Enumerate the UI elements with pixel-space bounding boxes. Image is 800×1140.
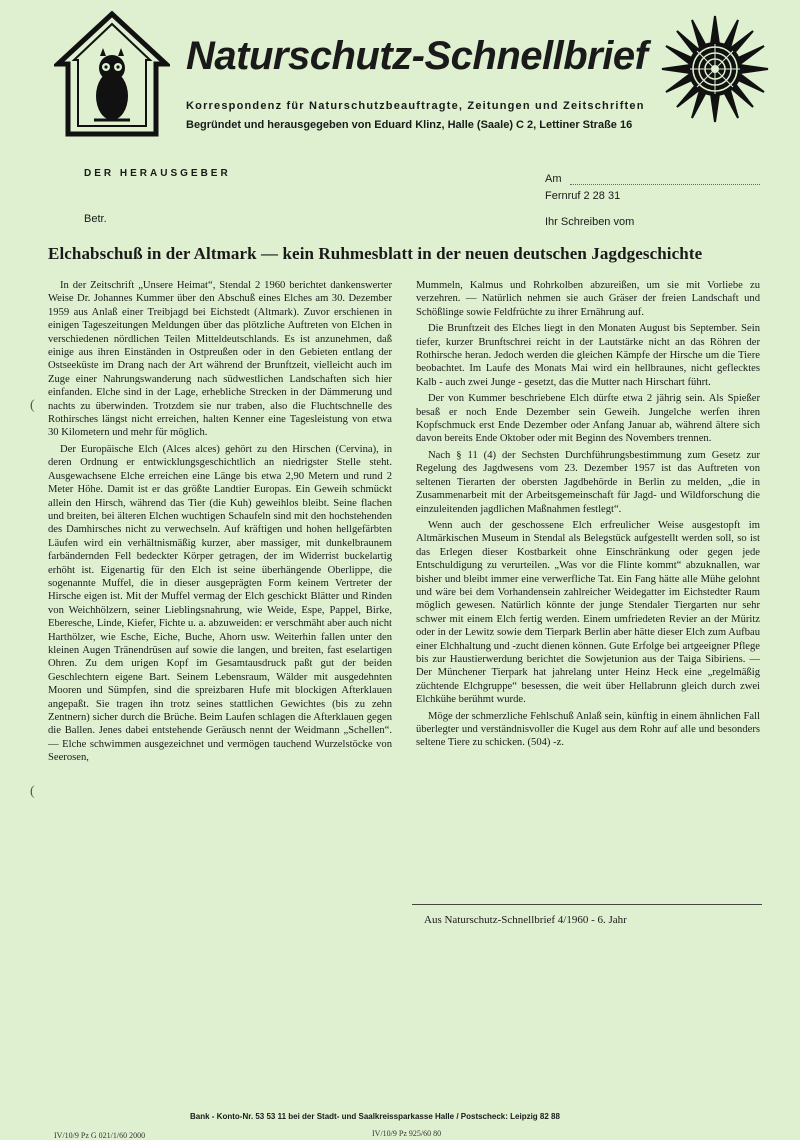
article-column-left	[48, 279, 392, 765]
article-column-right	[416, 279, 760, 750]
masthead-subtitle: Korrespondenz für Naturschutzbeauftragte, Zeitungen und Zeitschriften	[186, 100, 645, 112]
phone-number: Fernruf 2 28 31	[545, 190, 621, 202]
source-divider	[412, 904, 762, 905]
article-paragraph: Wenn auch der geschossene Elch erfreulicher Weise ausgestopft im Altmärkischen Museum in Stendal als Belegstück aufgestellt werden soll, so ist das Erlegen dieser Kostbarkeit ohne Einschränkung oder gegen jede Entschuldigung zu verurteilen. „Was vor die Flinte kommt“ abzuknallen, war bisher und bleibt immer eine verwerfliche Tat. Ein Fang hätte alle Mühe gelohnt und wäre bei dem Vorhandensein zahlreicher Weidegatter im Eichstedter Raum möglich gewesen. Natürlich könnte der junge Stendaler Tiergarten nur sehr schwer mit einem Elch fertig werden. Einem umfriedeten Revier an der Müritz oder in der Lewitz sowie dem Tierpark Berlin aber hätte dieser Elch zum Aufbau einer Elchhaltung und -zucht dienen können. Gute Erfolge bei artgeeigner Pflege bis zur Haustierwerdung berichtet die Sowjetunion aus der Taiga Sibiriens. — Der Münchener Tierpark hat jahrelang unter Heinz Heck eine „regelmäßig züchtende Elchgruppe“ besessen, die weit über Hellabrunn gleich durch zwei Elchkühe berühmt wurde.	[416, 519, 760, 706]
publisher-label: DER HERAUSGEBER	[84, 168, 231, 179]
print-code: IV/10/9 Pz G 021/1/60 2000	[54, 1131, 146, 1140]
masthead-founder: Begründet und herausgegeben von Eduard Klinz, Halle (Saale) C 2, Lettiner Straße 16	[186, 119, 633, 131]
masthead-title: Naturschutz-Schnellbrief	[186, 34, 648, 78]
article-paragraph: Möge der schmerzliche Fehlschuß Anlaß sein, künftig in einem ähnlichen Fall überlegter und verständnisvoller die Kugel aus dem Rohr auf alle und besonders seltene Tiere zu schicken. (504) -z.	[416, 710, 760, 749]
your-letter-label: Ihr Schreiben vom	[545, 216, 635, 228]
article-paragraph: Der von Kummer beschriebene Elch dürfte etwa 2 jährig sein. Als Spießer besaß er noch Ende Dezember sein Geweih. Jungelche werfen ihren Kopfschmuck erst Ende Dezember oder Anfang Januar ab, während ältere sich davon bereits Ende Oktober oder mit Beginn des Novembers trennen.	[416, 393, 760, 445]
article-paragraph: Der Europäische Elch (Alces alces) gehört zu den Hirschen (Cervina), in deren Ordnung er entwicklungsgeschichtlich an niedrigster Stelle steht. Ausgewachsene Elche erreichen eine Länge bis etwa 2,90 Metern und rund 2 Meter Höhe. Damit ist er das größte Landtier Europas. Ein Geweih schmückt allein den Hirsch, während das Tier (die Kuh) geweihlos bleibt. Seine flachen und breiten, bei älteren Elchen wuchtigen Schaufeln sind mit den hochstehenden des Damhirsches nicht zu verwechseln. Auf kräftigen und hohen hellgefärbten Läufen wird ein verhältnismäßig kurzer, aber massiger, mit dunkelbraunem farbändernden Fell bedeckter Körper getragen, der im Widerrist buckelartig erhöht ist. Eigenartig für den Elch ist seine überhängende Oberlippe, die sogenannte Muffel, die in dieser ausgeprägten Form keinem Vertreter der Hirsche eigen ist. Mit der Muffel vermag der Elch geschickt Blätter und Rinden von Weichhölzern, seiner Lieblingsnahrung, wie Weide, Espe, Pappel, Birke, Eberesche, Linde, Kiefer, Fichte u. a. abzuweiden: er verschmäht aber auch nicht Harthölzer, wie Esche, Eiche, Buche, Ahorn usw. Weiterhin fallen unter den kleinen Augen Tränendrüsen auf sowie die langen, und breiten, fast eselartigen Ohren. Zu dem urigen Kopf im Gesamtausdruck paßt gut der beiden Geschlechtern eigene Bart. Seinem Lebensraum, Wälder mit ausgedehnten Mooren und Sümpfen, sind die spreizbaren Hufe mit blockigen Afterklauen angepaßt. Sie tragen ihn trotz seines stattlichen Gewichtes (bis zu zehn Zentnern) sicher durch die Brüche. Beim Laufen schlagen die Afterklauen gegen die Ballen. Jenes dabei entstehende Geräusch nennt der Weidmann „Schellen“. — Elche schwimmen ausgezeichnet und vermögen tauchend Wurzelstöcke von Seerosen,	[48, 443, 392, 764]
bank-details: Bank - Konto-Nr. 53 53 11 bei der Stadt- und Saalkreissparkasse Halle / Postscheck: Leipzig 82 88	[190, 1112, 560, 1121]
article-paragraph: In der Zeitschrift „Unsere Heimat“, Stendal 2 1960 berichtet dankenswerter Weise Dr. Johannes Kummer über den Abschuß eines Elches am 30. Dezember 1959 aus Anlaß einer Treibjagd bei Eichstedt (Altmark). Zuvor erschienen in einigen Tageszeitungen Meldungen über das plötzliche Auftreten von Elchen in verschiedenen nördlichen Teilen Mitteldeutschlands. Es ist anzunehmen, daß einige aus ihren Einständen in Ostpreußen oder in den Gebieten entlang der Ostseeküste im Drang nach der Art während der Brunftzeit, vielleicht auch im Zuge einer Nahrungswanderung nach südwestlichen Landschaften sich hier einfanden. Elche sind in der Lage, erhebliche Strecken in der Dämmerung und nachts zu überwinden. Trotzdem sie nur traben, also die Fluchtschnelle des Rothirsches längst nicht erreichen, halten Kenner eine Tagesleistung von etwa 30 Kilometern und mehr für möglich.	[48, 280, 392, 439]
print-code: IV/10/9 Pz 925/60 80	[372, 1129, 442, 1138]
source-line: Aus Naturschutz-Schnellbrief 4/1960 - 6. Jahr	[424, 914, 627, 926]
article-paragraph: Mummeln, Kalmus und Rohrkolben abzureißen, um sie mit Vorliebe zu verzehren. — Natürlich nehmen sie auch Gräser der freien Landschaft und Schößlinge sowie Feldfrüchte zu ihrer Ernährung auf.	[416, 280, 760, 318]
date-label: Am	[545, 173, 562, 185]
date-line	[570, 184, 760, 185]
article-paragraph: Die Brunftzeit des Elches liegt in den Monaten August bis September. Sein tiefer, kurzer Brunftschrei reicht in der Lautstärke nicht an das Röhren der Rothirsche heran. Jedoch werden die gleichen Kämpfe der Hirsche um die Tiere beobachtet. Im Laufe des Monats Mai wird ein hellbraunes, nicht geflecktes Kalb - auch zwei Junge - gesetzt, das die Mutter nach Hirschart führt.	[416, 323, 760, 388]
article-paragraph: Nach § 11 (4) der Sechsten Durchführungsbestimmung zum Gesetz zur Regelung des Jagdwesens vom 23. Dezember 1957 ist das Auftreten von seltenen Tierarten der obersten Jagdbehörde in Berlin zu melden, „die in Zusammenarbeit mit der Arbeitsgemeinschaft für Jagd- und Wildforschung die einzuleitenden jagdlichen Maßnahmen festlegt“.	[416, 449, 760, 515]
owl-in-house-icon	[54, 10, 170, 138]
subject-label: Betr.	[84, 213, 107, 225]
thistle-icon	[660, 14, 770, 124]
article-headline: Elchabschuß in der Altmark — kein Ruhmesblatt in der neuen deutschen Jagdgeschichte	[48, 244, 703, 263]
margin-bracket-mark: (	[30, 398, 35, 413]
margin-bracket-mark: (	[30, 784, 35, 799]
